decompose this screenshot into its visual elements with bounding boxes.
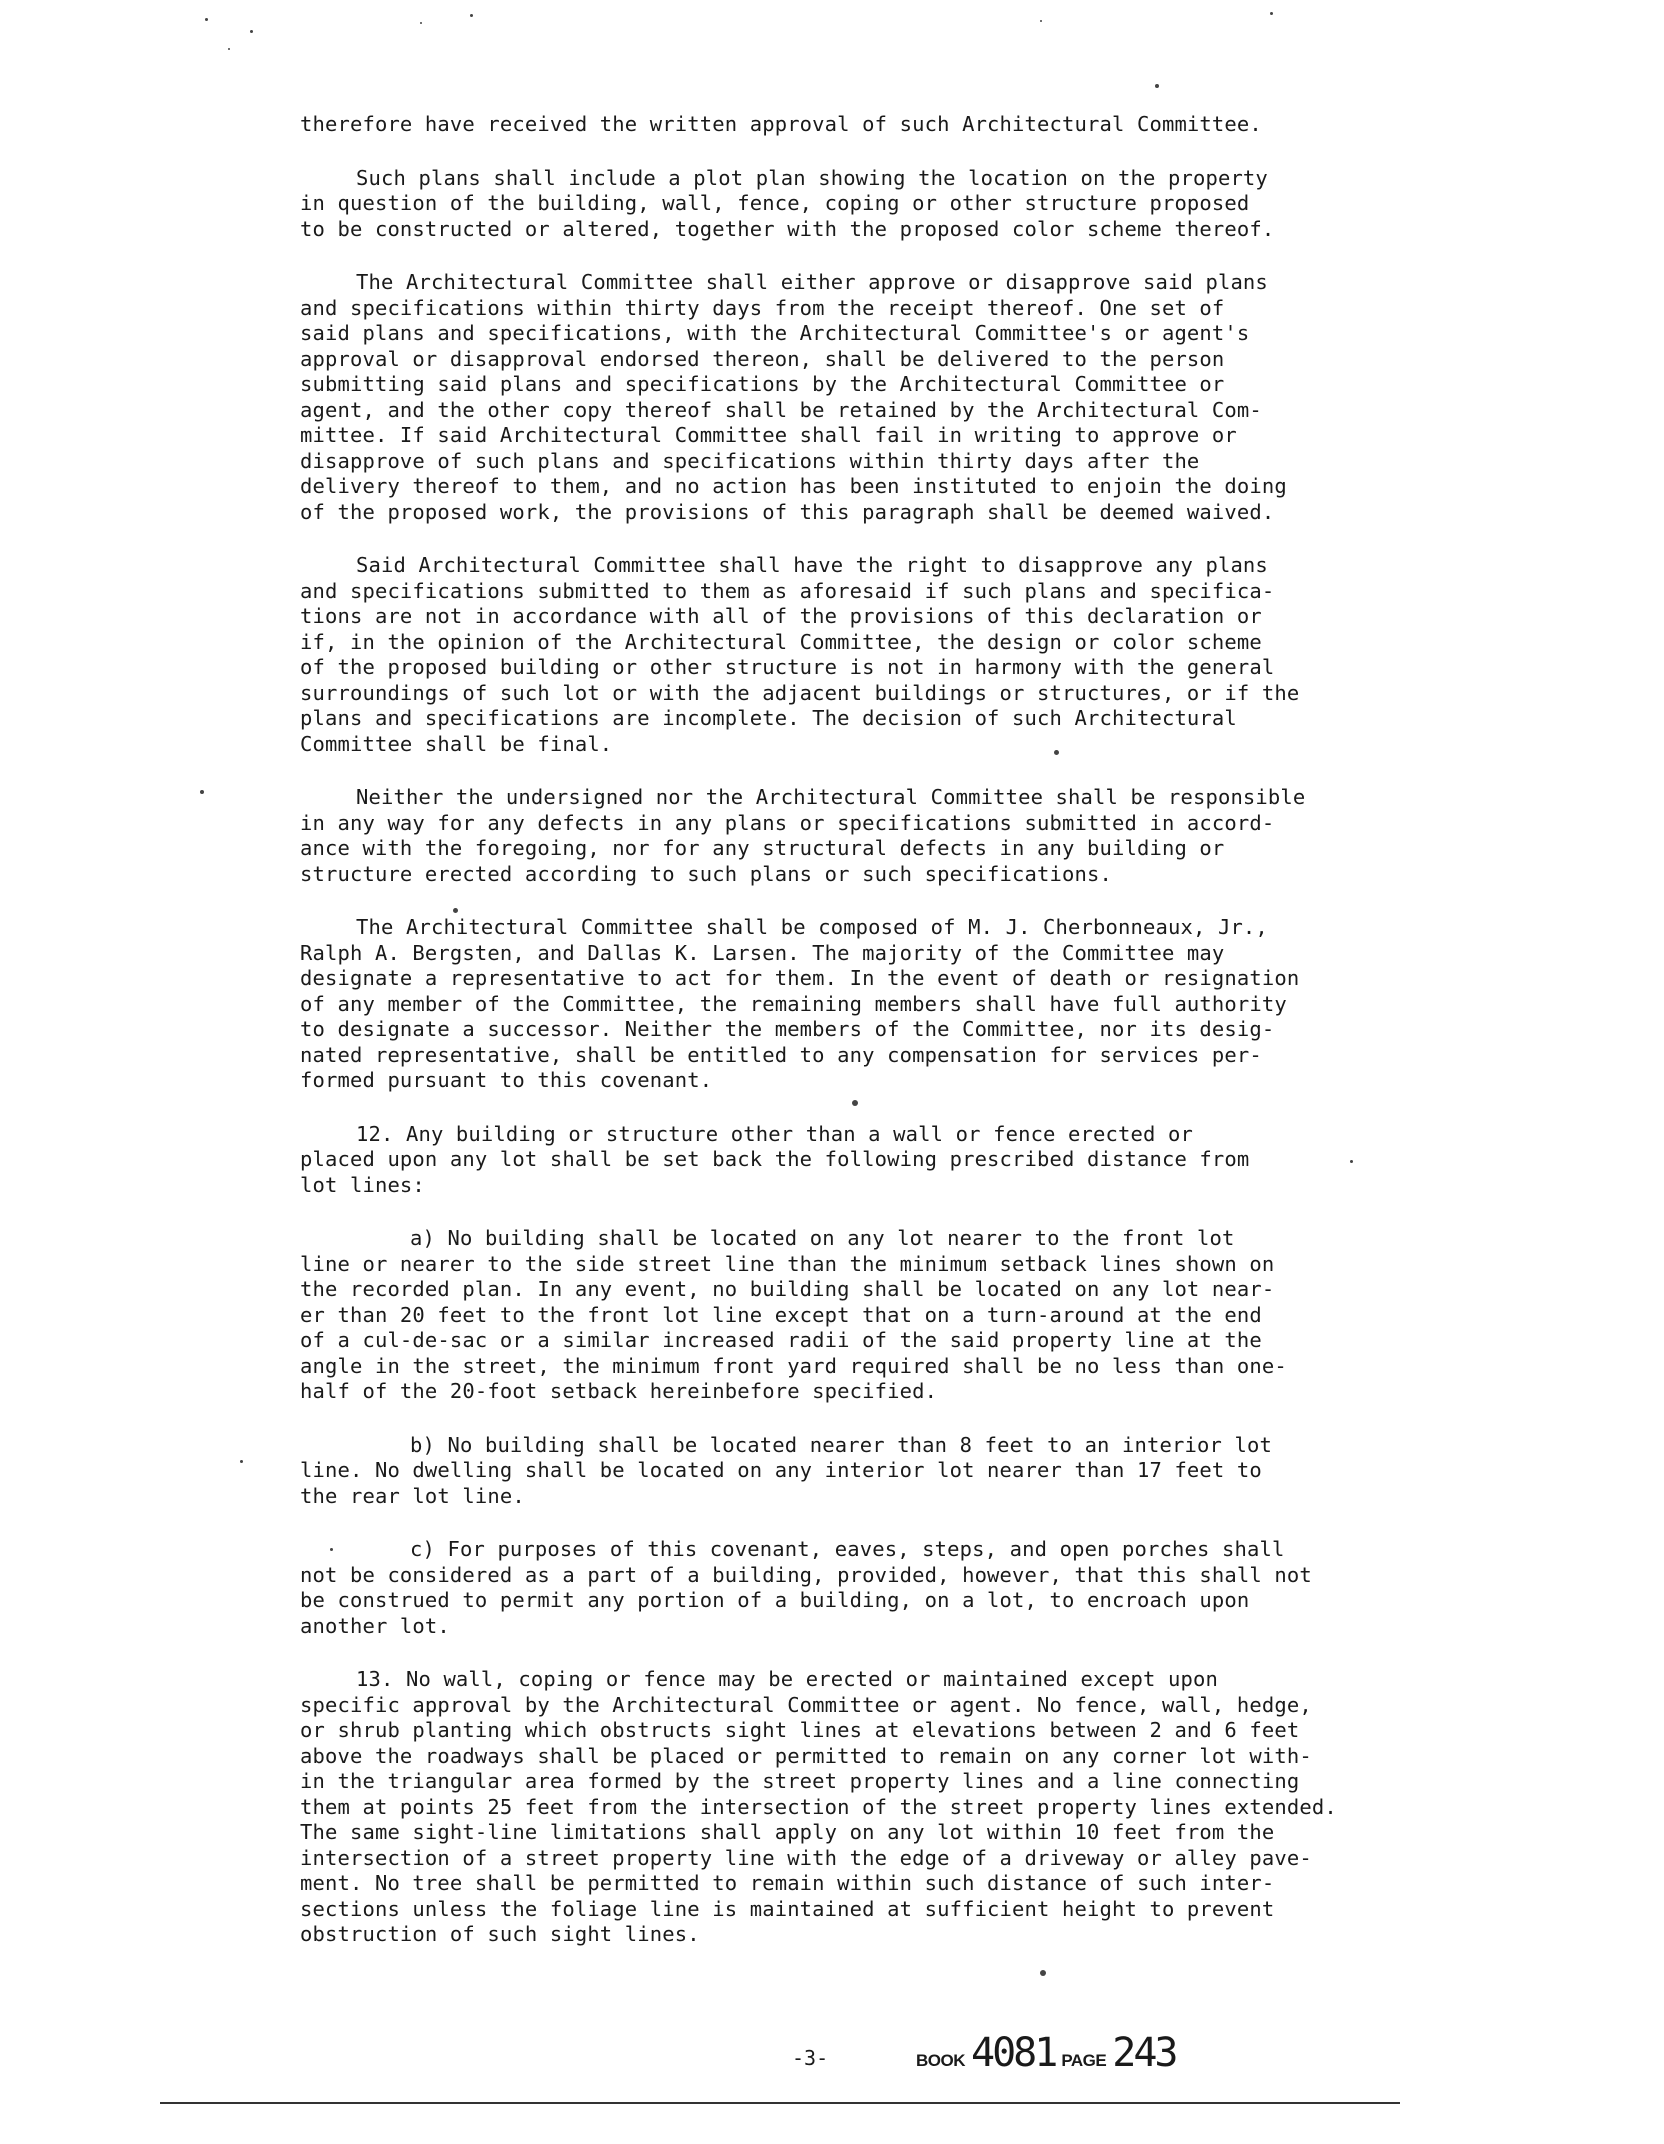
scan-speck bbox=[200, 790, 204, 794]
bottom-rule bbox=[160, 2102, 1400, 2104]
paragraph-responsibility: Neither the undersigned nor the Architectural Committee shall be responsible in any way for any defects in any plans or specifications submitted in accord- ance with the foregoing, nor for any structural defects in any building or structure erected according to such plans or such specifications. bbox=[300, 785, 1306, 886]
scan-speck bbox=[1040, 1970, 1046, 1976]
recording-stamp bbox=[916, 2030, 1176, 2076]
scan-speck bbox=[420, 22, 422, 24]
paragraph-section-12a: a) No building shall be located on any lot nearer to the front lot line or nearer to the side street line than the minimum setback lines shown on the recorded plan. In any event, no building shall be located on any lot near- er than 20 feet to the front lot line except that on a turn-around at the end of a cul-de-sac or a similar increased radii of the said property line at the angle in the street, the minimum front yard required shall be no less than one- half of the 20-foot setback hereinbefore specified. bbox=[300, 1226, 1287, 1403]
paragraph-section-13: 13. No wall, coping or fence may be erected or maintained except upon specific approval by the Architectural Committee or agent. No fence, wall, hedge, or shrub planting which obstructs sight lines at elevations between 2 and 6 feet above the roadways shall be placed or permitted to remain on any corner lot with- in the triangular area formed by the street property lines and a line connecting them at points 25 feet from the intersection of the street property lines extended. The same sight-line limitations shall apply on any lot within 10 feet from the intersection of a street property line with the edge of a driveway or alley pave- ment. No tree shall be permitted to remain within such distance of such inter- sections unless the foliage line is maintained at sufficient height to prevent obstruction of such sight lines. bbox=[300, 1667, 1337, 1946]
scan-speck bbox=[330, 1548, 333, 1551]
document-body bbox=[300, 112, 1380, 1976]
scan-speck bbox=[453, 908, 458, 913]
scan-speck bbox=[1270, 12, 1273, 15]
book-number: 4081 bbox=[971, 2030, 1056, 2076]
page-label: PAGE bbox=[1061, 2051, 1107, 2070]
paragraph-plot-plan: Such plans shall include a plot plan showing the location on the property in question of the building, wall, fence, coping or other structure proposed to be constructed or altered, together with the proposed color scheme thereof. bbox=[300, 165, 1275, 241]
scan-speck bbox=[1350, 1160, 1353, 1163]
page-reference: 243 bbox=[1112, 2030, 1176, 2076]
paragraph-section-12b: b) No building shall be located nearer than 8 feet to an interior lot line. No dwelling shall be located on any interior lot nearer than 17 feet to the rear lot line. bbox=[300, 1432, 1272, 1508]
paragraph-approval-process: The Architectural Committee shall either approve or disapprove said plans and specifications within thirty days from the receipt thereof. One set of said plans and specifications, with the Architectural Committee's or agent's approval or disapproval endorsed thereon, shall be delivered to the person submitting said plans and specifications by the Architectural Committee or agent, and the other copy thereof shall be retained by the Architectural Com- mittee. If said Architectural Committee shall fail in writing to approve or disapprove of such plans and specifications within thirty days after the delivery thereof to them, and no action has been instituted to enjoin the doing of the proposed work, the provisions of this paragraph shall be deemed waived. bbox=[300, 270, 1287, 524]
paragraph-section-12c: c) For purposes of this covenant, eaves, steps, and open porches shall not be considered as a part of a building, provided, however, that this shall not be construed to permit any portion of a building, on a lot, to encroach upon another lot. bbox=[300, 1537, 1312, 1638]
scan-speck bbox=[1054, 750, 1059, 755]
scan-speck bbox=[1155, 84, 1159, 88]
scan-speck bbox=[228, 48, 230, 50]
paragraph-section-12: 12. Any building or structure other than a wall or fence erected or placed upon any lot shall be set back the following prescribed distance from lot lines: bbox=[300, 1121, 1250, 1197]
book-label: BOOK bbox=[916, 2051, 965, 2070]
scan-speck bbox=[205, 18, 208, 21]
scan-speck bbox=[240, 1460, 243, 1463]
paragraph-continuation: therefore have received the written approval of such Architectural Committee. bbox=[300, 112, 1262, 136]
paragraph-committee-composition: The Architectural Committee shall be composed of M. J. Cherbonneaux, Jr., Ralph A. Bergsten, and Dallas K. Larsen. The majority of the Committee may designate a representative to act for them. In the event of death or resignation of any member of the Committee, the remaining members shall have full authority to designate a successor. Neither the members of the Committee, nor its desig- nated representative, shall be entitled to any compensation for services per- formed pursuant to this covenant. bbox=[300, 915, 1300, 1092]
scan-speck bbox=[470, 14, 473, 17]
page-footer bbox=[0, 2030, 1664, 2090]
scan-speck bbox=[250, 30, 253, 33]
scan-speck bbox=[1040, 20, 1042, 22]
page-number: -3- bbox=[792, 2046, 829, 2070]
scan-speck bbox=[852, 1100, 858, 1106]
paragraph-disapproval-right: Said Architectural Committee shall have the right to disapprove any plans and specifications submitted to them as aforesaid if such plans and specifica- tions are not in accordance with all of the provisions of this declaration or if, in the opinion of the Architectural Committee, the design or color scheme of the proposed building or other structure is not in harmony with the general surroundings of such lot or with the adjacent buildings or structures, or if the plans and specifications are incomplete. The decision of such Architectural Committee shall be final. bbox=[300, 553, 1300, 756]
